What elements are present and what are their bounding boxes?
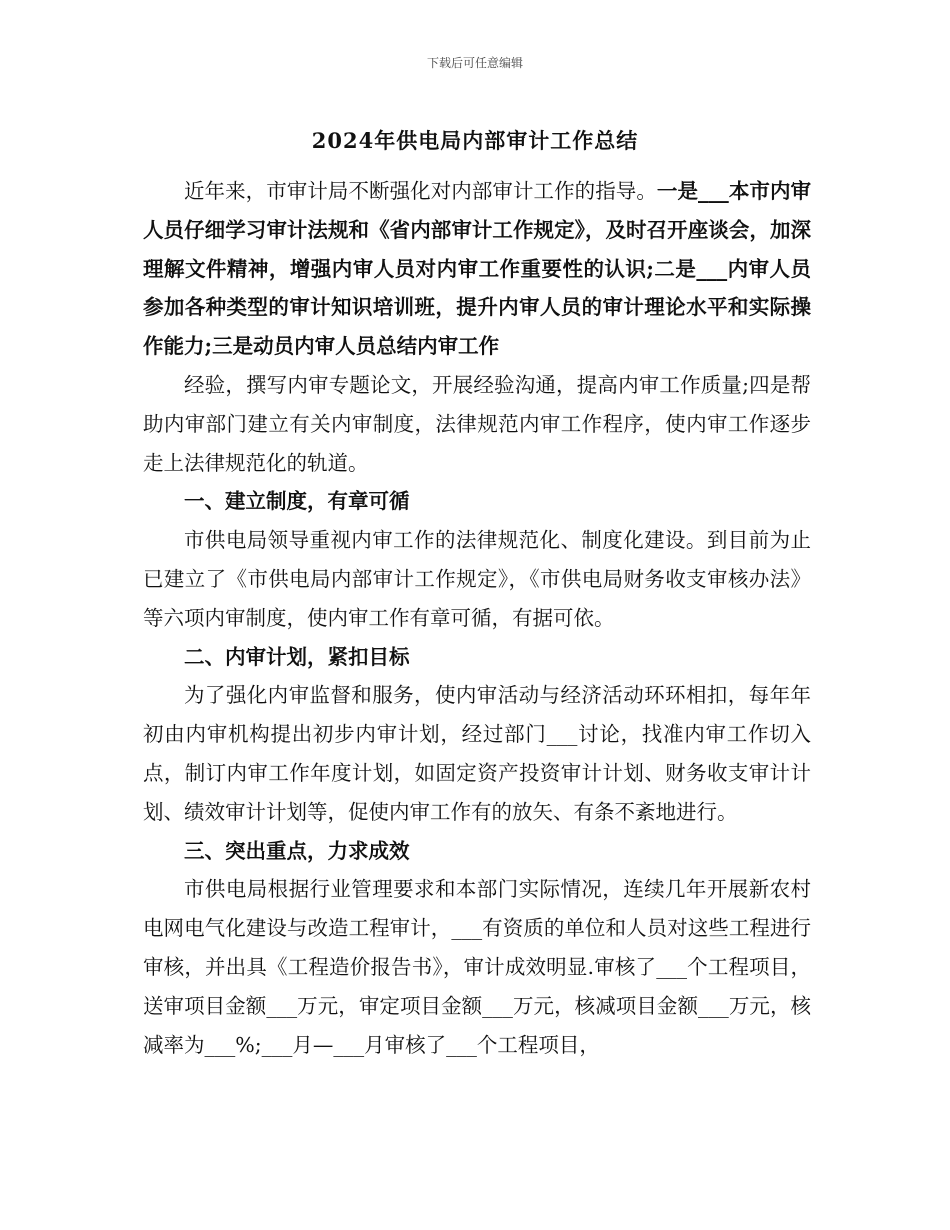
paragraph-plan: 为了强化内审监督和服务，使内审活动与经济活动环环相扣，每年年初由内审机构提出初步内审计划，经过部门___讨论，找准内审工作切入点，制订内审工作年度计划，如固定资产投资审计计划、财务收支审计计划、绩效审计计划等，促使内审工作有的放矢、有条不紊地进行。	[143, 683, 811, 824]
document-title: 2024年供电局内部审计工作总结	[311, 128, 639, 153]
section-heading-1: 一、建立制度，有章可循	[184, 489, 410, 514]
paragraph-intro-bold: 一是___本市内审人员仔细学习审计法规和《省内部审计工作规定》，及时召开座谈会，加深理解文件精神，增强内审人员对内审工作重要性的认识;二是___内审人员参加各种类型的审计知识培训班，提升内审人员的审计理论水平和实际操作能力;三是动员内审人员总结内审工作	[143, 179, 812, 359]
paragraph-intro	[143, 172, 811, 366]
paragraph-system: 市供电局领导重视内审工作的法律规范化、制度化建设。到目前为止已建立了《市供电局内部审计工作规定》，《市供电局财务收支审核办法》等六项内审制度，使内审工作有章可循，有据可依。	[143, 528, 811, 630]
paragraph-intro-lead: 近年来，市审计局不断强化对内部审计工作的指导。	[184, 179, 657, 203]
section-heading-3: 三、突出重点，力求成效	[184, 838, 410, 863]
document-body	[143, 172, 811, 1064]
header-note: 下载后可任意编辑	[426, 56, 523, 70]
paragraph-experience: 经验，撰写内审专题论文，开展经验沟通，提高内审工作质量;四是帮助内审部门建立有关内审制度，法律规范内审工作程序，使内审工作逐步走上法律规范化的轨道。	[143, 372, 811, 475]
paragraph-focus: 市供电局根据行业管理要求和本部门实际情况，连续几年开展新农村电网电气化建设与改造工程审计，___有资质的单位和人员对这些工程进行审核，并出具《工程造价报告书》，审计成效明显.审核了___个工程项目，送审项目金额___万元，审定项目金额___万元，核减项目金额___万元，核减率为___%;___月—___月审核了___个工程项目，	[143, 877, 811, 1057]
section-heading-2: 二、内审计划，紧扣目标	[184, 644, 410, 669]
